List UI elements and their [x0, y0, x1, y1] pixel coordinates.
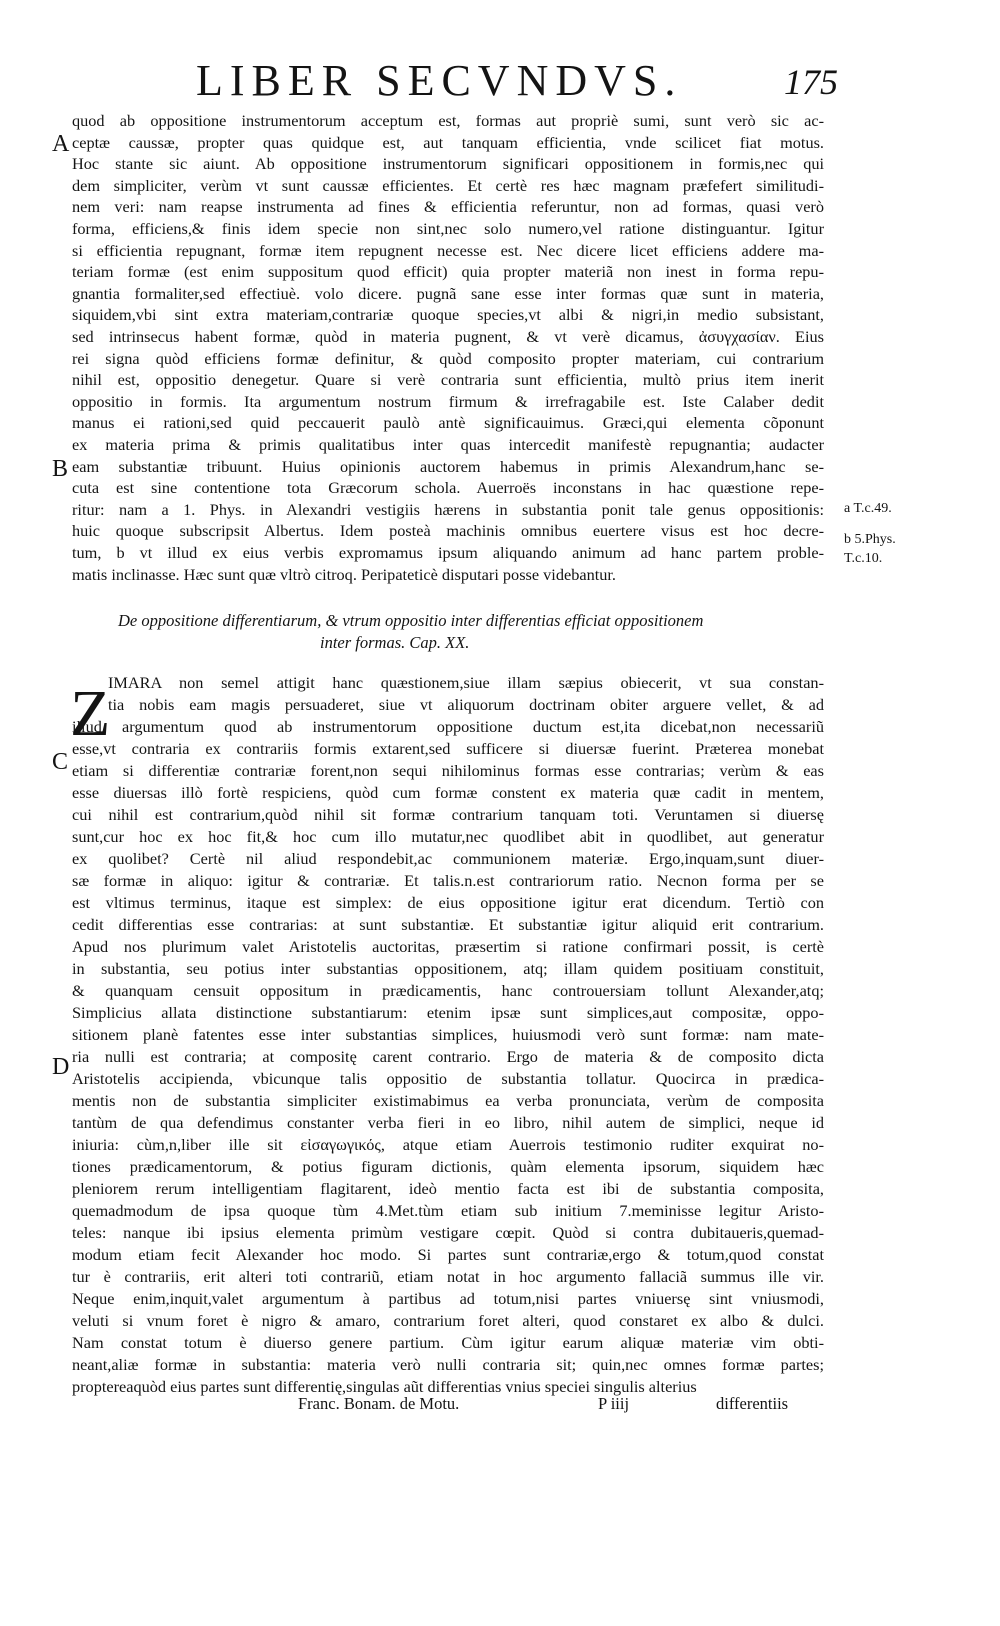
text-line: Simplicius allata distinctione substantiarum: etenim ipsæ sunt simplices,aut compositæ, oppo-: [72, 1003, 824, 1022]
text-line: tiones prædicamentorum, & potius figuram dictionis, quàm elementa ipsorum, siquidem hæc: [72, 1157, 824, 1176]
chapter-title-line-1: De oppositione differentiarum, & vtrum oppositio inter differentias efficiat oppositionem: [118, 611, 704, 630]
text-line: ritur: nam a 1. Phys. in Alexandri vestigiis hærens in substantia ponit tale genus oppositionis:: [72, 499, 824, 519]
text-line: est vltimus terminus, itaque est simplex: de eius oppositione igitur erat dicendum. Tertiò con: [72, 893, 824, 912]
text-line: modum etiam fecit Alexander hoc modo. Si partes sunt contrariæ,ergo & totum,quod constat: [72, 1245, 824, 1264]
text-line: teles: nanque ibi ipsius elementa primùm vestigare cœpit. Quòd si contra dubitaueris,quemad-: [72, 1223, 824, 1242]
text-line: in substantia, seu potius inter substantias oppositionem, atq; illam quidem positiuam constituit,: [72, 959, 824, 978]
text-line: huic quoque subscripsit Albertus. Idem posteà machinis omnibus euertere visus est hoc decre-: [72, 521, 824, 541]
text-line: ex quolibet? Certè nil aliud respondebit,ac communionem materiæ. Ergo,inquam,sunt diuer-: [72, 849, 824, 868]
text-line: tia nobis eam magis persuaderet, siue vt aliquorum doctrinam obiter arguere vellet, & ad: [108, 695, 824, 714]
text-line: Nam constat totum è diuerso genere partium. Cùm igitur earum aliquæ materiæ vim obti-: [72, 1333, 824, 1352]
text-line: iniuria: cùm,n,liber ille sit εἰσαγωγικός, atque etiam Auerrois testimonio ruditer exquirat no-: [72, 1135, 824, 1154]
text-line: neant,aliæ formæ in substantia: materia verò nulli contraria sit; quin,nec omnes formæ partes;: [72, 1355, 824, 1374]
text-line: nem veri: nam reapse instrumenta ad fines & efficientia referuntur, non ad formas, quasi verò: [72, 197, 824, 217]
text-line: ria nulli est contraria; at compositę carent contrario. Ergo de materia & de composito dicta: [72, 1047, 824, 1066]
text-line: ex materia prima & primis qualitatibus inter quas intercedit manifestè repugnantia; audacter: [72, 435, 824, 454]
chapter-title-line-2: inter formas. Cap. XX.: [320, 633, 470, 652]
text-line: esse diuersas illò fortè respiciens, quòd cum formæ constent ex materia quæ cadit in mentem,: [72, 783, 824, 802]
text-line: rei signa quòd efficiens formæ definitur, & quòd composito propter materiam, cui contrarium: [72, 348, 824, 368]
text-line: eam substantiæ tribuunt. Huius opinionis auctorem habemus in primis Alexandrum,hanc se-: [72, 456, 824, 476]
text-line: pleniorem rerum intelligentiam flagitarent, ideò mentio facta est ibi de substantia composita,: [72, 1179, 824, 1198]
drop-capital: Z: [70, 677, 111, 750]
page-footer: [298, 1392, 838, 1416]
text-line: si efficientia repugnant, formæ item repugnent necesse est. Nec dicere licet efficiens addere ma-: [72, 240, 824, 260]
text-line: quod ab oppositione instrumentorum acceptum est, formas aut propriè sumi, sunt verò sic ac-: [72, 111, 824, 130]
text-line: Aristotelis accipienda, vbicunque talis oppositio de substantia tollatur. Quocirca in prædica-: [72, 1069, 824, 1088]
text-line: Apud nos plurimum valet Aristotelis auctoritas, præsertim si ratione confirmari possit, is certè: [72, 937, 824, 956]
gathering-mark: P iiij: [598, 1394, 630, 1413]
text-line: cedit differentias esse contrarias: at sunt substantiæ. Et substantiæ igitur aliquid erit contrarium.: [72, 915, 824, 934]
text-line: nihil est, oppositio denegetur. Quare si verè contraria sunt efficientia, multò prius item inerit: [72, 370, 824, 390]
text-line: tum, b vt illud ex eius verbis expromamus ipsum aliquando animum ad hanc partem proble-: [72, 543, 824, 562]
text-line: oppositio in formis. Ita argumentum nostrum firmum & irrefragabile est. Iste Calaber dedit: [72, 391, 824, 411]
text-line: quemadmodum de ipsa quoque tùm 4.Met.tùm etiam sub initium 7.meminisse legitur Aristo-: [72, 1201, 824, 1220]
text-line: proptereaquòd eius partes sunt differentię,singulas aũt differentias vnius speciei singulis alterius: [72, 1377, 697, 1396]
text-line: sed intrinsecus habent formæ, quòd in materia pugnent, & vt verè dicamus, ἀσυγχασίαν. Eius: [72, 327, 824, 346]
page-header: [196, 56, 846, 106]
text-line: mentis non de substantia simpliciter existimabimus ea verba pronunciata, verùm de composita: [72, 1091, 824, 1110]
text-line: matis inclinasse. Hæc sunt quæ vltrò citroq. Peripateticè disputari posse videbantur.: [72, 564, 616, 584]
text-line: tantùm de qua defendimus constanter verba fieri in eo libro, nihil autem de simplici, neque id: [72, 1113, 824, 1132]
text-line: esse,vt contraria ex contrariis formis extarent,sed sufficere si diuersæ fuerint. Præterea monebat: [72, 739, 824, 758]
marginal-note: a T.c.49.: [844, 501, 892, 516]
marginal-note: b 5.Phys.: [844, 532, 896, 547]
text-line: tur è contrariis, erit alteri toti contrariũ, etiam notat in hoc argumento fallaciã summus ille vir.: [72, 1267, 824, 1286]
margin-letter-c: C: [52, 749, 69, 775]
footer-signature: Franc. Bonam. de Motu.: [298, 1394, 460, 1413]
text-line: veluti si vnum foret è nigro & amaro, contrarium foret alteri, quod constaret ex albo & dulci.: [72, 1311, 824, 1330]
text-line: etiam si differentiæ contrariæ forent,non sequi nihilominus formas esse contrarias; verùm & eas: [72, 761, 824, 780]
text-line: IMARA non semel attigit hanc quæstionem,siue illam sæpius obiecerit, vt sua constan-: [108, 673, 824, 692]
running-title: LIBER SECVNDVS.: [196, 56, 683, 105]
text-line: siquidem,vbi sint extra materiam,contrariæ quoque species,vt albi & nigri,in medio subsistant,: [72, 305, 824, 325]
margin-letter-a: A: [52, 131, 70, 157]
page-number: 175: [784, 62, 838, 102]
text-line: & quanquam censuit oppositum in prædicamentis, hanc controuersiam tollunt Alexander,atq;: [72, 981, 824, 1000]
text-line: illud argumentum quod ab instrumentorum oppositione ductum est,ita dicebat,non necessariũ: [72, 717, 824, 736]
catchword: differentiis: [716, 1394, 789, 1413]
text-line: Neque enim,inquit,valet argumentum à partibus ad totum,nisi partes vniuersę sint vniusmodi,: [72, 1289, 824, 1308]
text-line: gnantia formaliter,sed effectiuè. volo dicere. pugnã sane esse inter formas quæ sunt in materia,: [72, 283, 824, 303]
text-line: dem simpliciter, verùm vt sunt caussæ efficientes. Et certè res hæc magnam præfefert similitudi-: [72, 175, 824, 195]
text-line: ceptæ caussæ, propter quas quidque est, aut tanquam efficientia, vnde scilicet fiat motus.: [72, 132, 824, 152]
text-line: cui nihil est contrarium,quòd nihil sit formæ contrarium tanquam toti. Veruntamen si diuersę: [72, 805, 824, 824]
text-line: sunt,cur hoc ex hoc fit,& hoc cum illo mutatur,nec quodlibet abit in quodlibet, aut generatur: [72, 827, 824, 846]
text-line: cuta est sine contentione tota Græcorum schola. Auerroës inconstans in hac quæstione repe-: [72, 478, 824, 498]
text-line: teriam formæ (est enim suppositum quod efficit) quia propter materiã non inest in forma repu-: [72, 262, 824, 282]
marginal-note: T.c.10.: [844, 551, 883, 566]
margin-letter-d: D: [52, 1054, 70, 1080]
text-line: Hoc stante sic aiunt. Ab oppositione instrumentorum significari oppositionem in formis,nec qui: [72, 154, 824, 174]
text-line: sæ formæ in aliquo: igitur & contrariæ. Et talis.n.est contrariorum ratio. Necnon forma per se: [72, 871, 824, 890]
text-line: forma, efficiens,& finis idem specie non sint,nec solo numero,vel ratione distinguantur. Igitur: [72, 219, 824, 238]
margin-letter-b: B: [52, 456, 69, 482]
text-line: manus ei rationi,sed quid peccauerit paulò antè significauimus. Græci,qui elementa cõponunt: [72, 413, 824, 433]
text-line: sitionem planè fatentes esse inter substantias simplices, huiusmodi verò sunt formæ: nam mate-: [72, 1025, 824, 1044]
